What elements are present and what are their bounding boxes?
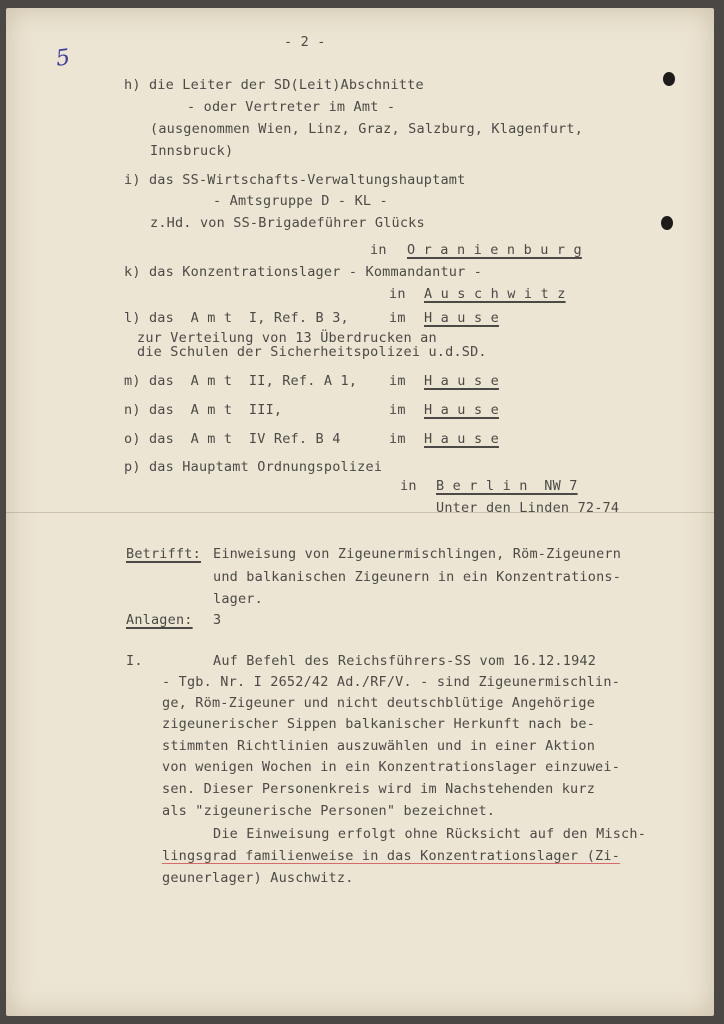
recipient-i-line3: z.Hd. von SS-Brigadeführer Glücks: [150, 215, 425, 231]
recipient-h-line4: Innsbruck): [150, 143, 234, 159]
recipient-l-im: im: [389, 310, 406, 326]
recipient-i-line1: i) das SS-Wirtschafts-Verwaltungshauptamt: [124, 172, 466, 188]
attachments-label: Anlagen:: [126, 612, 193, 628]
attachments-value: 3: [213, 612, 222, 628]
punch-hole-top: [663, 72, 675, 86]
recipient-l-line3: die Schulen der Sicherheitspolizei u.d.SD.: [137, 344, 487, 360]
subject-line3: lager.: [213, 591, 263, 607]
recipient-o-im: im: [389, 431, 406, 447]
recipient-k-line1: k) das Konzentrationslager - Kommandantur -: [124, 264, 483, 280]
recipient-n-im: im: [389, 402, 406, 418]
recipient-o-line1: o) das A m t IV Ref. B 4: [124, 431, 341, 447]
subject-line1: Einweisung von Zigeunermischlingen, Röm-Zigeunern: [213, 546, 622, 562]
page-number: - 2 -: [284, 34, 326, 50]
recipient-l-line2: zur Verteilung von 13 Überdrucken an: [137, 330, 437, 346]
recipient-h-line3: (ausgenommen Wien, Linz, Graz, Salzburg, Klagenfurt,: [150, 121, 584, 137]
body-line-red-underlined: lingsgrad familienweise in das Konzentrationslager (Zi-: [162, 848, 621, 864]
recipient-o-place: H a u s e: [424, 431, 499, 447]
recipient-h-line2: - oder Vertreter im Amt -: [187, 99, 396, 115]
recipient-i-line2: - Amtsgruppe D - KL -: [213, 193, 388, 209]
body-line: sen. Dieser Personenkreis wird im Nachstehenden kurz: [162, 781, 596, 797]
recipient-h-line1: h) die Leiter der SD(Leit)Abschnitte: [124, 77, 424, 93]
punch-hole-bottom: [661, 216, 673, 230]
recipient-n-line1: n) das A m t III,: [124, 402, 283, 418]
recipient-l-place: H a u s e: [424, 310, 499, 326]
body-section-number: I.: [126, 653, 143, 669]
recipient-p-in: in: [400, 478, 417, 494]
subject-line2: und balkanischen Zigeunern in ein Konzentrations-: [213, 569, 622, 585]
recipient-i-place: O r a n i e n b u r g: [407, 242, 582, 258]
recipient-m-line1: m) das A m t II, Ref. A 1,: [124, 373, 358, 389]
recipient-l-line1: l) das A m t I, Ref. B 3,: [124, 310, 349, 326]
body-line: Auf Befehl des Reichsführers-SS vom 16.12.1942: [213, 653, 597, 669]
body-line: - Tgb. Nr. I 2652/42 Ad./RF/V. - sind Zigeunermischlin-: [162, 674, 621, 690]
recipient-k-place: A u s c h w i t z: [424, 286, 566, 302]
recipient-p-place: B e r l i n NW 7: [436, 478, 578, 494]
recipient-m-im: im: [389, 373, 406, 389]
body-line: stimmten Richtlinien auszuwählen und in einer Aktion: [162, 738, 596, 754]
recipient-i-in: in: [370, 242, 387, 258]
body-line: von wenigen Wochen in ein Konzentrationslager einzuwei-: [162, 759, 621, 775]
body-line: Die Einweisung erfolgt ohne Rücksicht auf den Misch-: [213, 826, 647, 842]
recipient-k-in: in: [389, 286, 406, 302]
recipient-p-line1: p) das Hauptamt Ordnungspolizei: [124, 459, 383, 475]
recipient-n-place: H a u s e: [424, 402, 499, 418]
body-line: geunerlager) Auschwitz.: [162, 870, 354, 886]
body-line: ge, Röm-Zigeuner und nicht deutschblütige Angehörige: [162, 695, 596, 711]
margin-pencil-note: 5: [54, 45, 72, 72]
recipient-m-place: H a u s e: [424, 373, 499, 389]
recipient-p-street: Unter den Linden 72-74: [436, 500, 620, 516]
body-line: als "zigeunerische Personen" bezeichnet.: [162, 803, 496, 819]
body-line: zigeunerischer Sippen balkanischer Herkunft nach be-: [162, 716, 596, 732]
subject-label: Betrifft:: [126, 546, 201, 562]
